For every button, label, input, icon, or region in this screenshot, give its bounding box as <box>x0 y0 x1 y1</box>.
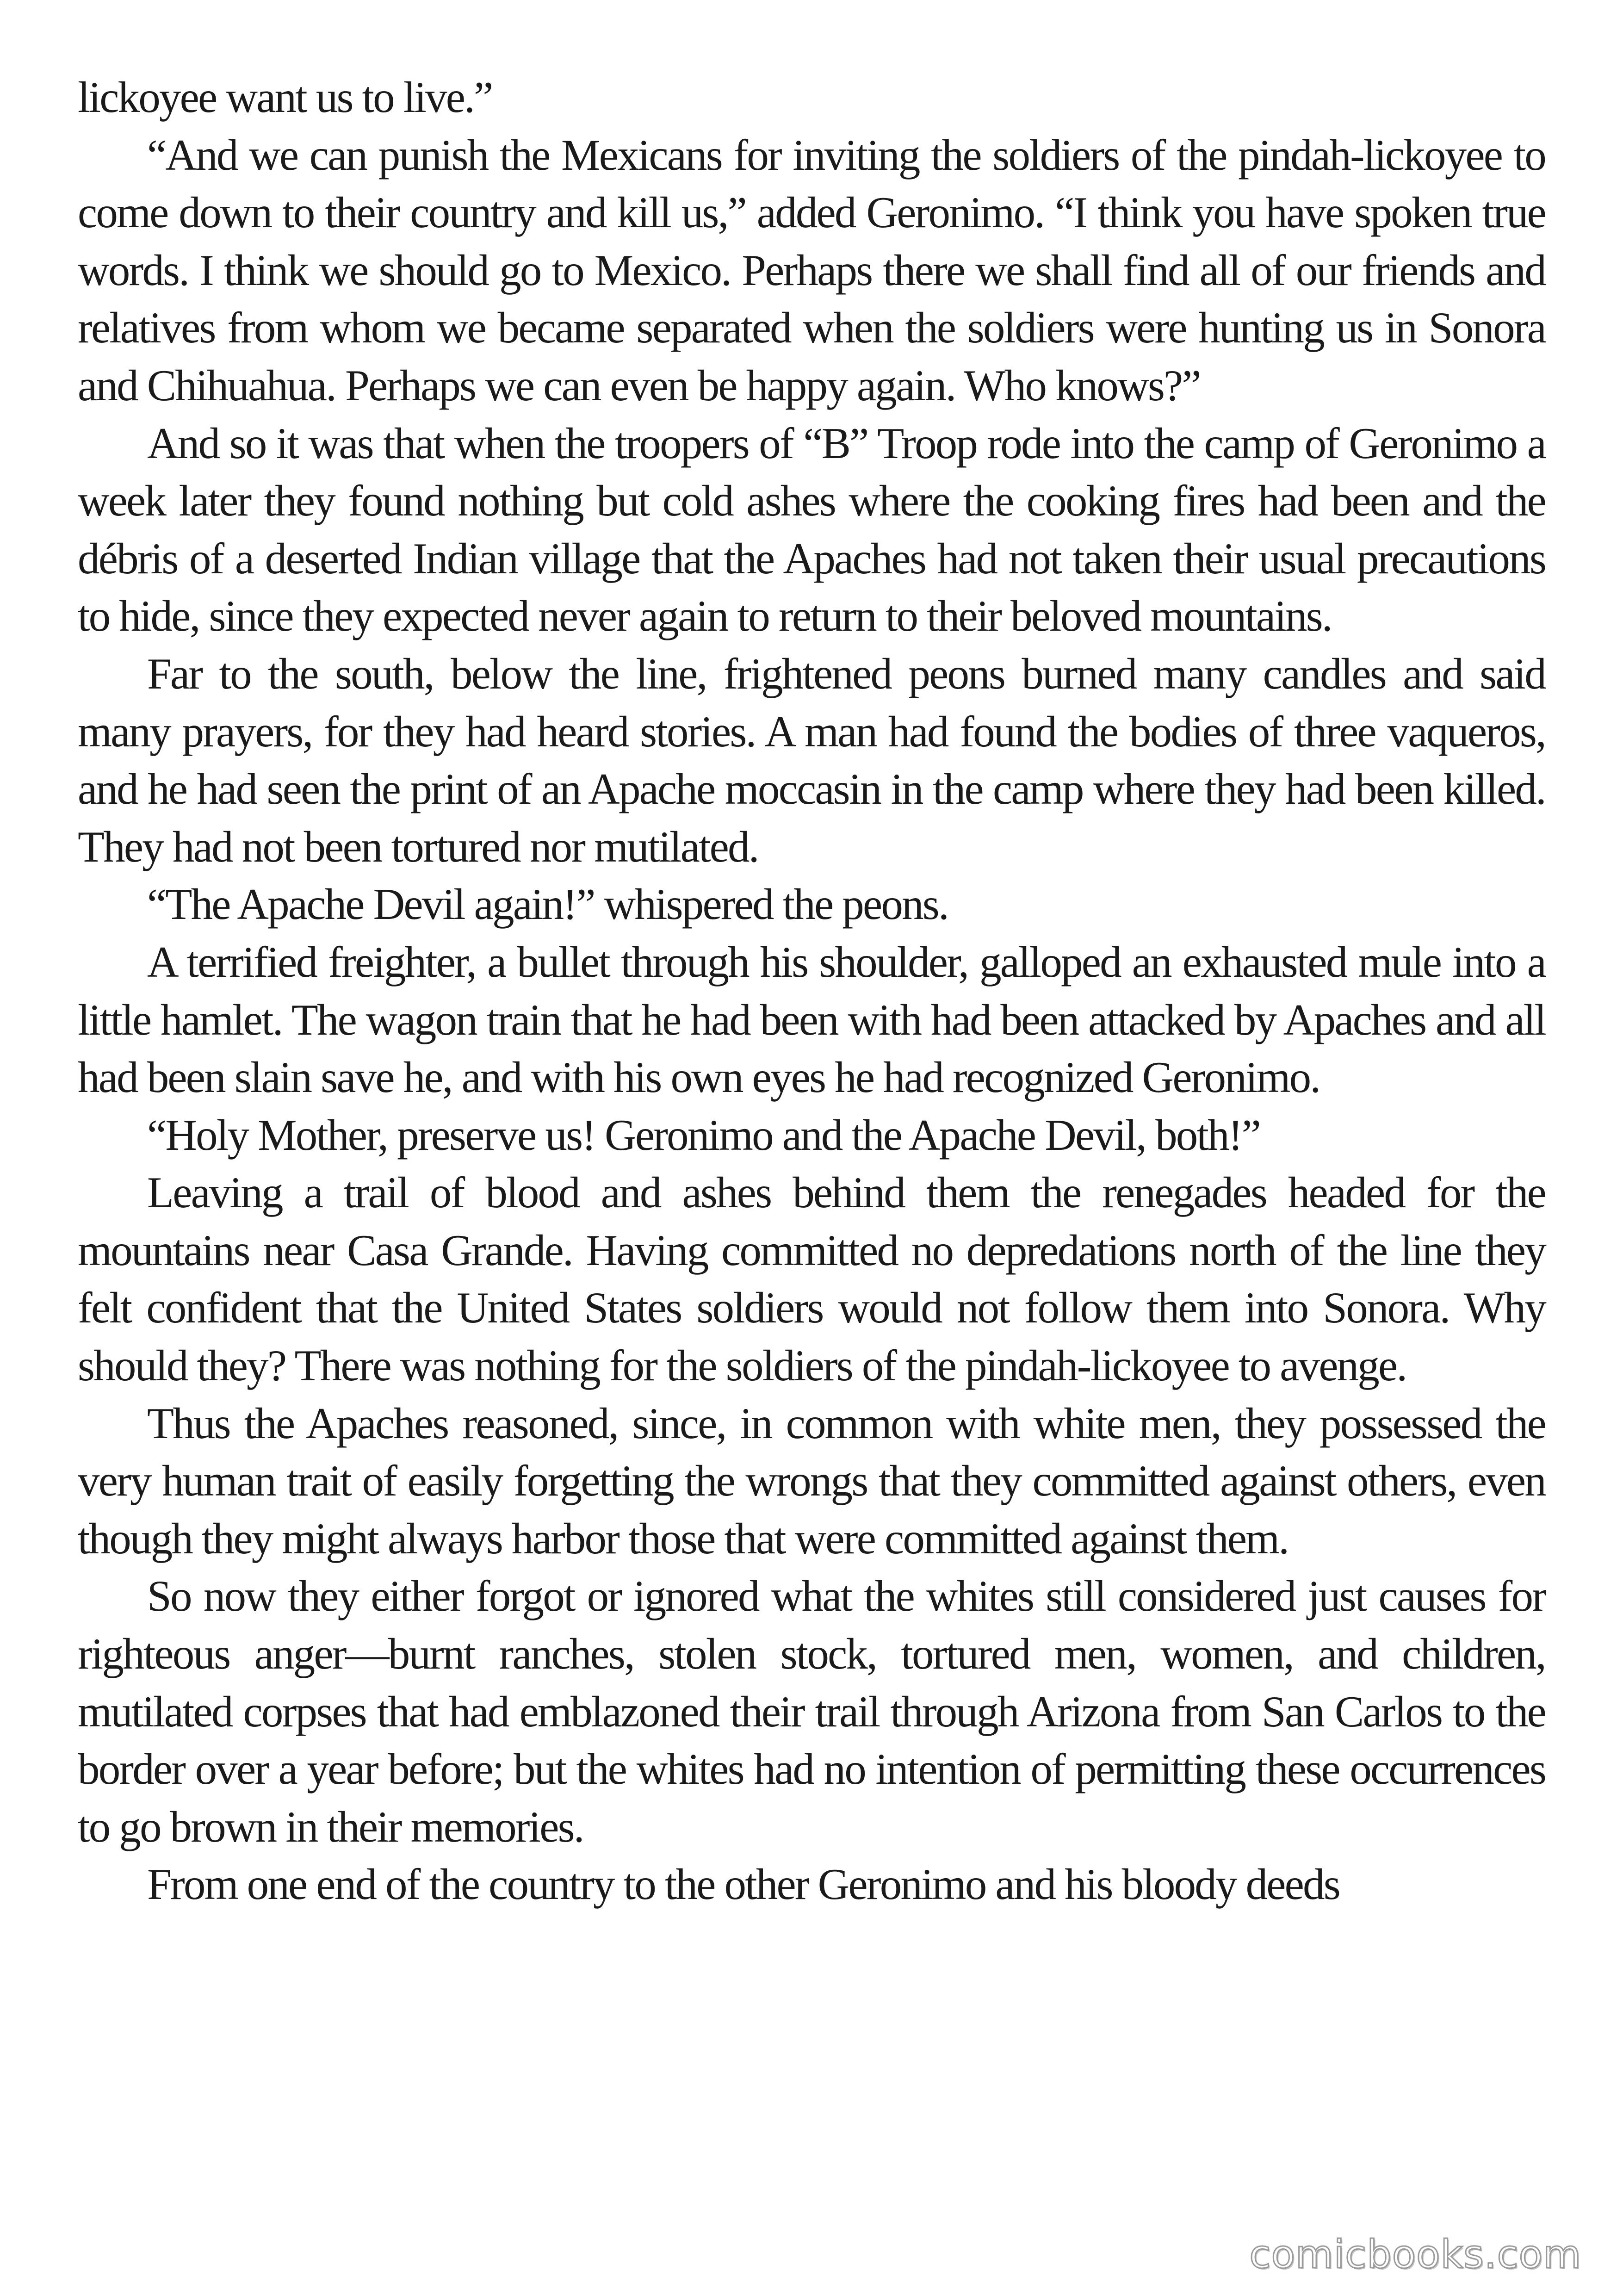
paragraph-geronimo-speech: “And we can punish the Mexicans for inviting the soldiers of the pindah-lickoyee to come down to their country and kill us,” added Geronimo. “I think you have spoken true words. I think we should go to Mexico. Perhaps there we shall find all of our friends and relatives from whom we became separated when the soldiers were hunting us in Sonora and Chihuahua. Perhaps we can even be happy again. Who knows?” <box>78 130 1545 410</box>
paragraph-whites-anger: So now they either forgot or ignored what the whites still considered just causes for righteous anger—burnt ranches, stolen stock, tortured men, women, and children, mutilated corpses that had emblazoned their trail through Arizona from San Carlos to the border over a year before; but the whites had no intention of permitting these occurrences to go brown in their memories. <box>78 1571 1545 1851</box>
paragraph-b-troop: And so it was that when the troopers of “B” Troop rode into the camp of Geronimo a week later they found nothing but cold ashes where the cooking fires had been and the débris of a deserted Indian village that the Apaches had not taken their usual precautions to hide, since they expected never again to return to their beloved mountains. <box>78 418 1545 641</box>
paragraph-peons: Far to the south, below the line, frightened peons burned many candles and said many prayers, for they had heard stories. A man had found the bodies of three vaqueros, and he had seen the print of an Apache moccasin in the camp where they had been killed. They had not been tortured nor mutilated. <box>78 649 1545 871</box>
paragraph-freighter: A terrified freighter, a bullet through his shoulder, galloped an exhausted mule into a little hamlet. The wagon train that he had been with had been attacked by Apaches and all had been slain save he, and with his own eyes he had recognized Geronimo. <box>78 937 1545 1102</box>
paragraph-apaches-reasoned: Thus the Apaches reasoned, since, in common with white men, they possessed the very human trait of easily forgetting the wrongs that they committed against others, even though they might always harbor those that were committed against them. <box>78 1398 1545 1563</box>
paragraph-apache-devil: “The Apache Devil again!” whispered the peons. <box>147 880 948 929</box>
paragraph-continuation: lickoyee want us to live.” <box>78 73 492 122</box>
paragraph-holy-mother: “Holy Mother, preserve us! Geronimo and the Apache Devil, both!” <box>147 1110 1260 1160</box>
page-text <box>78 68 1545 1913</box>
watermark-logo: comicbooks.com <box>1249 2232 1581 2277</box>
paragraph-final: From one end of the country to the other Geronimo and his bloody deeds <box>147 1860 1339 1909</box>
paragraph-renegades: Leaving a trail of blood and ashes behind them the renegades headed for the mountains near Casa Grande. Having committed no depredations north of the line they felt confident that the United States soldiers would not follow them into Sonora. Why should they? There was nothing for the soldiers of the pindah-lickoyee to avenge. <box>78 1168 1545 1390</box>
